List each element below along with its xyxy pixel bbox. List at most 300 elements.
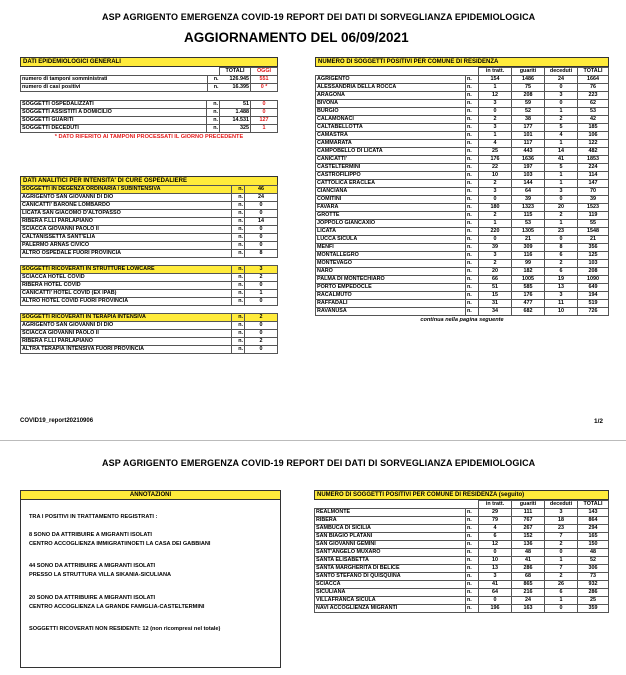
analytic-row <box>21 202 278 210</box>
comune-name: FAVARA <box>316 204 466 212</box>
comune-unit: n. <box>466 300 479 308</box>
row-today: 551 <box>251 76 278 84</box>
comune-totali: 52 <box>578 557 609 565</box>
comune-totali: 224 <box>578 164 609 172</box>
comune-deceduti: 0 <box>545 236 578 244</box>
comune-totali: 1523 <box>578 204 609 212</box>
comune-totali: 55 <box>578 220 609 228</box>
comune-deceduti: 19 <box>545 276 578 284</box>
comune-totali: 42 <box>578 116 609 124</box>
comune-in-trattamento: 66 <box>479 276 512 284</box>
row-total: 14.531 <box>220 117 251 125</box>
analytic-label: CANICATTI' BARONE LOMBARDO <box>21 202 232 210</box>
comune-deceduti: 6 <box>545 252 578 260</box>
comuni-col-header: deceduti <box>545 501 578 509</box>
comune-totali: 359 <box>578 605 609 613</box>
comune-in-trattamento: 3 <box>479 188 512 196</box>
comune-row <box>316 284 609 292</box>
comune-in-trattamento: 2 <box>479 212 512 220</box>
comune-unit: n. <box>466 573 479 581</box>
comune-in-trattamento: 6 <box>479 533 512 541</box>
analytic-unit: n. <box>232 218 245 226</box>
comune-row <box>315 533 609 541</box>
page-number: 1/2 <box>594 418 604 425</box>
comune-unit: n. <box>466 276 479 284</box>
comune-name: MONTALLEGRO <box>316 252 466 260</box>
analytic-value: 46 <box>245 186 278 194</box>
comuni-col-header: TOTALI <box>578 68 609 76</box>
comune-row <box>316 268 609 276</box>
comune-in-trattamento: 180 <box>479 204 512 212</box>
comune-unit: n. <box>466 268 479 276</box>
comune-guariti: 24 <box>512 597 545 605</box>
comune-deceduti: 0 <box>545 100 578 108</box>
row-today: 0 <box>251 109 278 117</box>
comune-name: CASTROFILIPPO <box>316 172 466 180</box>
comune-name: RAVANUSA <box>316 308 466 316</box>
general-row <box>21 76 278 84</box>
analytic-table <box>20 313 278 354</box>
comune-name: PORTO EMPEDOCLE <box>316 284 466 292</box>
annotazioni-box <box>20 490 281 668</box>
analytic-row <box>21 250 278 258</box>
comune-totali: 356 <box>578 244 609 252</box>
comune-totali: 519 <box>578 300 609 308</box>
analytic-label: AGRIGENTO SAN GIOVANNI DI DIO <box>21 322 232 330</box>
comune-guariti: 103 <box>512 172 545 180</box>
comune-deceduti: 1 <box>545 172 578 180</box>
comune-row <box>316 140 609 148</box>
comune-row <box>316 244 609 252</box>
comune-totali: 39 <box>578 196 609 204</box>
comune-guariti: 1005 <box>512 276 545 284</box>
comune-in-trattamento: 10 <box>479 172 512 180</box>
comune-deceduti: 3 <box>545 509 578 517</box>
comune-in-trattamento: 29 <box>479 509 512 517</box>
comune-totali: 122 <box>578 140 609 148</box>
comune-name: SANTA MARGHERITA DI BELICE <box>315 565 466 573</box>
comune-deceduti: 0 <box>545 549 578 557</box>
comune-unit: n. <box>466 76 479 84</box>
comune-row <box>316 220 609 228</box>
comune-name: CAMMARATA <box>316 140 466 148</box>
comune-guariti: 52 <box>512 108 545 116</box>
analytic-value: 3 <box>245 266 278 274</box>
comune-in-trattamento: 2 <box>479 180 512 188</box>
comune-row <box>316 148 609 156</box>
analytic-section <box>20 176 278 354</box>
comune-in-trattamento: 3 <box>479 124 512 132</box>
analytic-label: PALERMO ARNAS CIVICO <box>21 242 232 250</box>
comune-totali: 119 <box>578 212 609 220</box>
analytic-unit: n. <box>232 346 245 354</box>
analytic-label: CANICATTI' HOTEL COVID (EX IPAB) <box>21 290 232 298</box>
analytic-row <box>21 330 278 338</box>
comune-row <box>315 581 609 589</box>
comune-guariti: 176 <box>512 292 545 300</box>
comune-row <box>315 525 609 533</box>
comune-name: LICATA <box>316 228 466 236</box>
comune-unit: n. <box>466 292 479 300</box>
comune-in-trattamento: 12 <box>479 541 512 549</box>
comune-in-trattamento: 64 <box>479 589 512 597</box>
general-data-section <box>20 57 278 140</box>
analytic-group-header <box>21 186 278 194</box>
row-label: SOGGETTI ASSISTITI A DOMICILIO <box>21 109 207 117</box>
analytic-row <box>21 274 278 282</box>
comune-row <box>316 204 609 212</box>
comune-guariti: 53 <box>512 220 545 228</box>
row-total: 51 <box>220 101 251 109</box>
comuni-section <box>315 57 609 323</box>
comune-row <box>316 188 609 196</box>
comune-deceduti: 6 <box>545 589 578 597</box>
comune-unit: n. <box>466 549 479 557</box>
comuni-col-header: in tratt. <box>479 68 512 76</box>
blank-cell <box>21 68 208 76</box>
analytic-row <box>21 346 278 354</box>
comune-guariti: 477 <box>512 300 545 308</box>
comune-unit: n. <box>466 204 479 212</box>
comune-row <box>316 100 609 108</box>
comune-name: JOPPOLO GIANCAXIO <box>316 220 466 228</box>
comune-guariti: 309 <box>512 244 545 252</box>
page1-header: ASP AGRIGENTO EMERGENZA COVID-19 REPORT DEI DATI DI SORVEGLIANZA EPIDEMIOLOGICA <box>102 12 536 22</box>
comune-in-trattamento: 25 <box>479 148 512 156</box>
comune-unit: n. <box>466 124 479 132</box>
comune-in-trattamento: 220 <box>479 228 512 236</box>
comune-guariti: 267 <box>512 525 545 533</box>
comune-deceduti: 3 <box>545 92 578 100</box>
comune-in-trattamento: 12 <box>479 92 512 100</box>
comune-name: CATTOLICA ERACLEA <box>316 180 466 188</box>
comune-name: CANICATTI' <box>316 156 466 164</box>
analytic-label: LICATA SAN GIACOMO D'ALTOPASSO <box>21 210 232 218</box>
analytic-unit: n. <box>232 298 245 306</box>
comune-totali: 208 <box>578 268 609 276</box>
analytic-value: 0 <box>245 226 278 234</box>
comune-guariti: 99 <box>512 260 545 268</box>
comune-name: COMITINI <box>316 196 466 204</box>
comune-unit: n. <box>466 92 479 100</box>
comune-guariti: 865 <box>512 581 545 589</box>
comune-name: PALMA DI MONTECHIARO <box>316 276 466 284</box>
comune-totali: 114 <box>578 172 609 180</box>
comune-guariti: 21 <box>512 236 545 244</box>
comune-name: REALMONTE <box>315 509 466 517</box>
comune-deceduti: 5 <box>545 164 578 172</box>
comuni-col-header: TOTALI <box>578 501 609 509</box>
comune-row <box>316 180 609 188</box>
comune-totali: 482 <box>578 148 609 156</box>
comune-name: RAFFADALI <box>316 300 466 308</box>
comune-deceduti: 1 <box>545 180 578 188</box>
analytic-label: SOGGETTI RICOVERATI IN TERAPIA INTENSIVA <box>21 314 232 322</box>
comune-unit: n. <box>466 589 479 597</box>
row-total: 126.945 <box>220 76 251 84</box>
comune-deceduti: 0 <box>545 605 578 613</box>
comune-unit: n. <box>466 252 479 260</box>
page-separator <box>0 440 626 441</box>
comune-name: MONTEVAGO <box>316 260 466 268</box>
row-today: 0 * <box>251 84 278 92</box>
comune-deceduti: 7 <box>545 565 578 573</box>
comune-guariti: 136 <box>512 541 545 549</box>
comune-guariti: 144 <box>512 180 545 188</box>
analytic-unit: n. <box>232 210 245 218</box>
row-unit: n. <box>207 76 220 84</box>
general-header-row <box>21 68 278 76</box>
blank-cell <box>207 68 220 76</box>
comune-unit: n. <box>466 308 479 316</box>
comune-guariti: 48 <box>512 549 545 557</box>
comune-in-trattamento: 4 <box>479 140 512 148</box>
comune-totali: 76 <box>578 84 609 92</box>
analytic-label: SCIACCA HOTEL COVID <box>21 274 232 282</box>
analytic-unit: n. <box>232 242 245 250</box>
row-today: 127 <box>251 117 278 125</box>
comune-unit: n. <box>466 164 479 172</box>
comune-row <box>315 597 609 605</box>
comune-totali: 194 <box>578 292 609 300</box>
annotation-line: 8 SONO DA ATTRIBUIRE A MIGRANTI ISOLATI <box>29 532 152 538</box>
footer-filename: COVID19_report20210906 <box>20 418 94 424</box>
comune-unit: n. <box>466 132 479 140</box>
analytic-value: 8 <box>245 250 278 258</box>
analytic-unit: n. <box>232 290 245 298</box>
comune-name: CASTELTERMINI <box>316 164 466 172</box>
comuni-col-header: guariti <box>512 68 545 76</box>
comune-guariti: 152 <box>512 533 545 541</box>
comune-unit: n. <box>466 180 479 188</box>
page2-header: ASP AGRIGENTO EMERGENZA COVID-19 REPORT DEI DATI DI SORVEGLIANZA EPIDEMIOLOGICA <box>102 458 536 468</box>
comune-name: SCIACCA <box>315 581 466 589</box>
analytic-label: SCIACCA GIOVANNI PAOLO II <box>21 226 232 234</box>
row-unit: n. <box>207 101 220 109</box>
comune-row <box>316 124 609 132</box>
general-row <box>21 101 278 109</box>
comune-unit: n. <box>466 228 479 236</box>
comune-guariti: 38 <box>512 116 545 124</box>
comune-totali: 864 <box>578 517 609 525</box>
comune-in-trattamento: 51 <box>479 284 512 292</box>
comune-unit: n. <box>466 284 479 292</box>
comune-unit: n. <box>466 525 479 533</box>
blank-cell <box>466 501 479 509</box>
comune-in-trattamento: 176 <box>479 156 512 164</box>
comune-totali: 53 <box>578 108 609 116</box>
comune-deceduti: 3 <box>545 188 578 196</box>
comune-totali: 185 <box>578 124 609 132</box>
comune-deceduti: 4 <box>545 132 578 140</box>
comune-deceduti: 18 <box>545 517 578 525</box>
comune-deceduti: 3 <box>545 292 578 300</box>
comune-unit: n. <box>466 597 479 605</box>
row-unit: n. <box>207 84 220 92</box>
analytic-value: 1 <box>245 290 278 298</box>
analytic-label: ALTRO OSPEDALE FUORI PROVINCIA <box>21 250 232 258</box>
comune-totali: 21 <box>578 236 609 244</box>
comune-row <box>316 236 609 244</box>
comune-row <box>316 92 609 100</box>
analytic-value: 0 <box>245 330 278 338</box>
comune-deceduti: 2 <box>545 541 578 549</box>
blank-cell <box>316 68 466 76</box>
comune-guariti: 111 <box>512 509 545 517</box>
analytic-label: RIBERA F.LLI PARLAPIANO <box>21 218 232 226</box>
comune-name: MENFI <box>316 244 466 252</box>
comune-guariti: 68 <box>512 573 545 581</box>
comune-in-trattamento: 2 <box>479 260 512 268</box>
analytic-group-header <box>21 266 278 274</box>
row-label: numero di tamponi somministrati <box>21 76 208 84</box>
comune-name: SAN GIOVANNI GEMINI <box>315 541 466 549</box>
general-note: * DATO RIFERITO AI TAMPONI PROCESSATI IL GIORNO PRECEDENTE <box>54 134 244 140</box>
comune-guariti: 59 <box>512 100 545 108</box>
comune-unit: n. <box>466 605 479 613</box>
comune-totali: 223 <box>578 92 609 100</box>
comune-name: SAMBUCA DI SICILIA <box>315 525 466 533</box>
comune-totali: 70 <box>578 188 609 196</box>
general-table-b <box>20 100 278 133</box>
comune-in-trattamento: 1 <box>479 220 512 228</box>
comuni-header-row <box>315 501 609 509</box>
analytic-value: 0 <box>245 242 278 250</box>
comune-unit: n. <box>466 196 479 204</box>
comune-deceduti: 0 <box>545 196 578 204</box>
general-row <box>21 84 278 92</box>
row-total: 325 <box>220 125 251 133</box>
analytic-value: 2 <box>245 274 278 282</box>
analytic-label: SOGGETTI RICOVERATI IN STRUTTURE LOWCARE <box>21 266 232 274</box>
comune-in-trattamento: 0 <box>479 108 512 116</box>
analytic-value: 0 <box>245 322 278 330</box>
analytic-unit: n. <box>232 194 245 202</box>
comune-in-trattamento: 1 <box>479 84 512 92</box>
comune-guariti: 286 <box>512 565 545 573</box>
general-row <box>21 117 278 125</box>
comune-in-trattamento: 0 <box>479 196 512 204</box>
comune-deceduti: 0 <box>545 84 578 92</box>
analytic-value: 0 <box>245 234 278 242</box>
comune-row <box>316 84 609 92</box>
comune-row <box>315 605 609 613</box>
comune-in-trattamento: 0 <box>479 597 512 605</box>
analytic-label: ALTRO HOTEL COVID FUORI PROVINCIA <box>21 298 232 306</box>
comune-guariti: 163 <box>512 605 545 613</box>
comune-guariti: 39 <box>512 196 545 204</box>
comune-row <box>316 156 609 164</box>
comune-totali: 1664 <box>578 76 609 84</box>
comune-row <box>315 541 609 549</box>
analytic-row <box>21 218 278 226</box>
col-totali: TOTALI <box>220 68 251 76</box>
analytic-unit: n. <box>232 266 245 274</box>
analytic-label: SOGGETTI IN DEGENZA ORDINARIA / SUBINTENSIVA <box>21 186 232 194</box>
comune-guariti: 75 <box>512 84 545 92</box>
comune-deceduti: 14 <box>545 148 578 156</box>
analytic-value: 0 <box>245 346 278 354</box>
comuni-col-header: deceduti <box>545 68 578 76</box>
comune-unit: n. <box>466 220 479 228</box>
comune-in-trattamento: 2 <box>479 116 512 124</box>
comune-name: SANT'ANGELO MUXARO <box>315 549 466 557</box>
comune-unit: n. <box>466 509 479 517</box>
comune-row <box>316 308 609 316</box>
analytic-row <box>21 194 278 202</box>
comune-deceduti: 41 <box>545 156 578 164</box>
comune-row <box>316 108 609 116</box>
comuni-title: NUMERO DI SOGGETTI POSITIVI PER COMUNE DI RESIDENZA <box>315 57 609 67</box>
comune-guariti: 115 <box>512 212 545 220</box>
comune-deceduti: 26 <box>545 581 578 589</box>
comune-row <box>316 196 609 204</box>
comune-row <box>316 212 609 220</box>
comune-name: SANTO STEFANO DI QUISQUINA <box>315 573 466 581</box>
annotation-line: SOGGETTI RICOVERATI NON RESIDENTI: 12 (non ricompresi nel totale) <box>29 626 221 632</box>
analytic-value: 0 <box>245 210 278 218</box>
comune-guariti: 116 <box>512 252 545 260</box>
comune-name: SANTA ELISABETTA <box>315 557 466 565</box>
comune-name: NAVI ACCOGLIENZA MIGRANTI <box>315 605 466 613</box>
comune-row <box>316 76 609 84</box>
comune-name: VILLAFRANCA SICULA <box>315 597 466 605</box>
comune-in-trattamento: 196 <box>479 605 512 613</box>
comune-unit: n. <box>466 244 479 252</box>
comune-in-trattamento: 4 <box>479 525 512 533</box>
comune-totali: 1853 <box>578 156 609 164</box>
comune-unit: n. <box>466 517 479 525</box>
annotation-line: 20 SONO DA ATTRIBUIRE A MIGRANTI ISOLATI <box>29 595 156 601</box>
comuni2-section <box>314 490 609 613</box>
analytic-unit: n. <box>232 314 245 322</box>
comune-name: CIANCIANA <box>316 188 466 196</box>
analytic-row <box>21 322 278 330</box>
comune-row <box>316 116 609 124</box>
comune-row <box>315 565 609 573</box>
comune-totali: 150 <box>578 541 609 549</box>
general-table-a <box>20 67 278 92</box>
comune-deceduti: 11 <box>545 300 578 308</box>
comune-totali: 649 <box>578 284 609 292</box>
comune-in-trattamento: 22 <box>479 164 512 172</box>
comune-totali: 143 <box>578 509 609 517</box>
comune-guariti: 767 <box>512 517 545 525</box>
comune-unit: n. <box>466 172 479 180</box>
comune-row <box>315 573 609 581</box>
comune-unit: n. <box>466 260 479 268</box>
comune-name: SICULIANA <box>315 589 466 597</box>
comune-name: BURGIO <box>316 108 466 116</box>
analytic-value: 0 <box>245 282 278 290</box>
comune-unit: n. <box>466 148 479 156</box>
comune-deceduti: 2 <box>545 260 578 268</box>
analytic-row <box>21 338 278 346</box>
row-total: 16.395 <box>220 84 251 92</box>
comuni-table <box>315 67 609 316</box>
comune-totali: 165 <box>578 533 609 541</box>
comune-guariti: 585 <box>512 284 545 292</box>
analytic-value: 24 <box>245 194 278 202</box>
annotation-line: CENTRO ACCOGLIENZA LA GRANDE FAMIGLIA-CASTELTERMINI <box>29 604 205 610</box>
comune-totali: 25 <box>578 597 609 605</box>
blank-cell <box>315 501 466 509</box>
analytic-table <box>20 265 278 306</box>
comune-guariti: 177 <box>512 124 545 132</box>
comune-totali: 1548 <box>578 228 609 236</box>
comune-in-trattamento: 31 <box>479 300 512 308</box>
comune-guariti: 64 <box>512 188 545 196</box>
